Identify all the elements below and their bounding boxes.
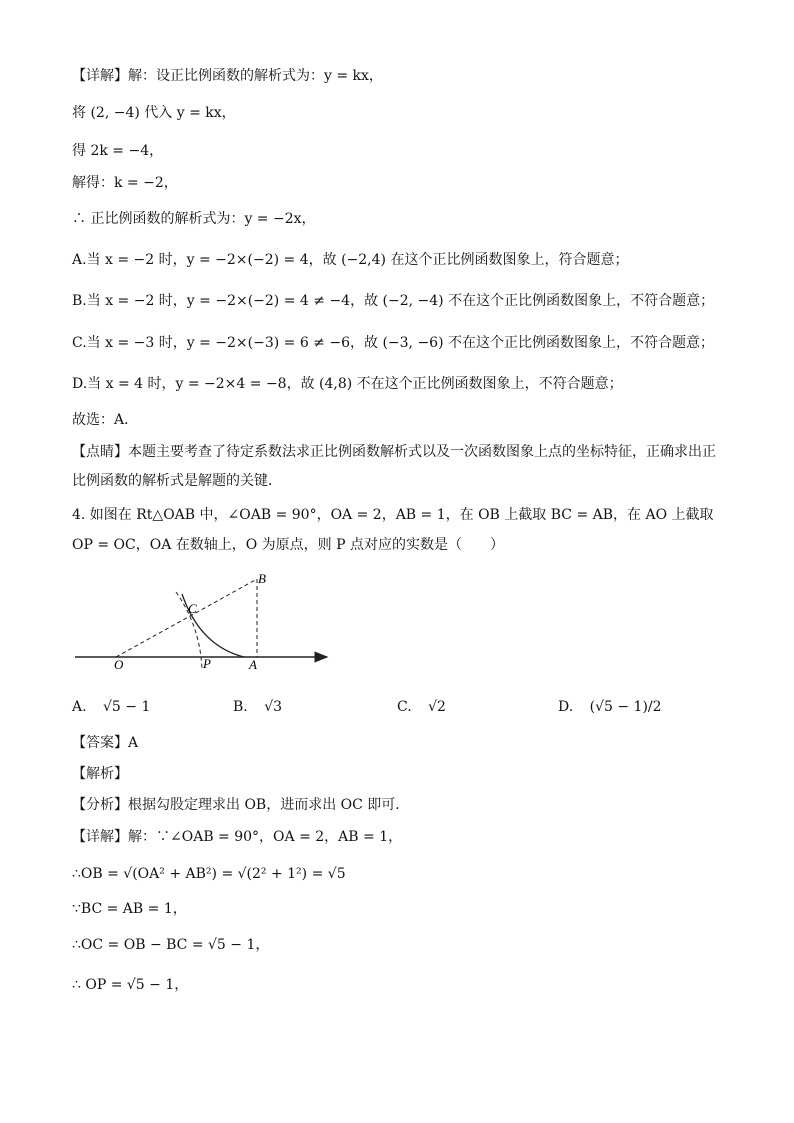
label-a: A — [249, 657, 257, 672]
question-line: 4. 如图在 Rt△OAB 中，∠OAB = 90°，OA = 2，AB = 1，在 OB 上截取 BC = AB，在 AO 上截取 — [72, 507, 714, 523]
option-analysis-line: C.当 x = −3 时，y = −2×(−3) = 6 ≠ −6，故 (−3, −6) 不在这个正比例函数图象上，不符合题意； — [72, 335, 715, 351]
solution-line: 解得：k = −2， — [72, 175, 178, 191]
analysis-heading: 【解析】 — [72, 766, 128, 782]
analysis-line: 【详解】解：∵∠OAB = 90°，OA = 2，AB = 1， — [72, 829, 403, 845]
question-line: OP = OC，OA 在数轴上，O 为原点，则 P 点对应的实数是（ ） — [72, 537, 505, 553]
note-line: 【点睛】本题主要考查了待定系数法求正比例函数解析式以及一次函数图象上点的坐标特征，正确求出正 — [72, 444, 716, 460]
option-a — [72, 697, 150, 717]
solution-line: 【详解】解：设正比例函数的解析式为：y = kx， — [72, 68, 383, 84]
option-analysis-line: A.当 x = −2 时，y = −2×(−2) = 4，故 (−2,4) 在这个正比例函数图象上，符合题意； — [72, 252, 629, 268]
solution-line: ∴ 正比例函数的解析式为：y = −2x， — [72, 211, 316, 227]
option-c — [397, 697, 446, 717]
solution-line: 将 (2, −4) 代入 y = kx， — [72, 105, 236, 121]
option-value: (√5 − 1)/2 — [589, 699, 662, 715]
conclusion-line: 故选：A． — [72, 412, 139, 428]
option-letter: C. — [397, 699, 412, 715]
analysis-line: ∴OC = OB − BC = √5 − 1， — [72, 937, 270, 953]
label-p: P — [203, 656, 211, 671]
option-b — [233, 697, 282, 717]
analysis-line: 【分析】根据勾股定理求出 OB，进而求出 OC 即可． — [72, 797, 410, 813]
analysis-line: ∴OB = √(OA² + AB²) = √(2² + 1²) = √5 — [72, 866, 346, 882]
label-o: O — [114, 657, 124, 672]
segment-ob — [116, 579, 257, 657]
option-letter: D. — [558, 699, 574, 715]
analysis-line: ∴ OP = √5 − 1， — [72, 977, 189, 993]
note-line: 比例函数的解析式是解题的关键． — [72, 473, 282, 489]
option-letter: B. — [233, 699, 248, 715]
option-value: √3 — [264, 699, 283, 715]
geometry-diagram — [72, 566, 342, 676]
option-analysis-line: B.当 x = −2 时，y = −2×(−2) = 4 ≠ −4，故 (−2, −4) 不在这个正比例函数图象上，不符合题意； — [72, 293, 715, 309]
option-value: √2 — [428, 699, 446, 715]
label-c: C — [188, 601, 197, 616]
answer-line: 【答案】A — [72, 735, 139, 751]
solution-line: 得 2k = −4， — [72, 143, 164, 159]
option-value: √5 − 1 — [103, 699, 151, 715]
analysis-line: ∵BC = AB = 1， — [72, 901, 187, 917]
option-analysis-line: D.当 x = 4 时，y = −2×4 = −8，故 (4,8) 不在这个正比例函数图象上，不符合题意； — [72, 376, 623, 392]
option-d — [558, 697, 662, 717]
option-letter: A. — [72, 699, 87, 715]
label-b: B — [258, 571, 266, 586]
